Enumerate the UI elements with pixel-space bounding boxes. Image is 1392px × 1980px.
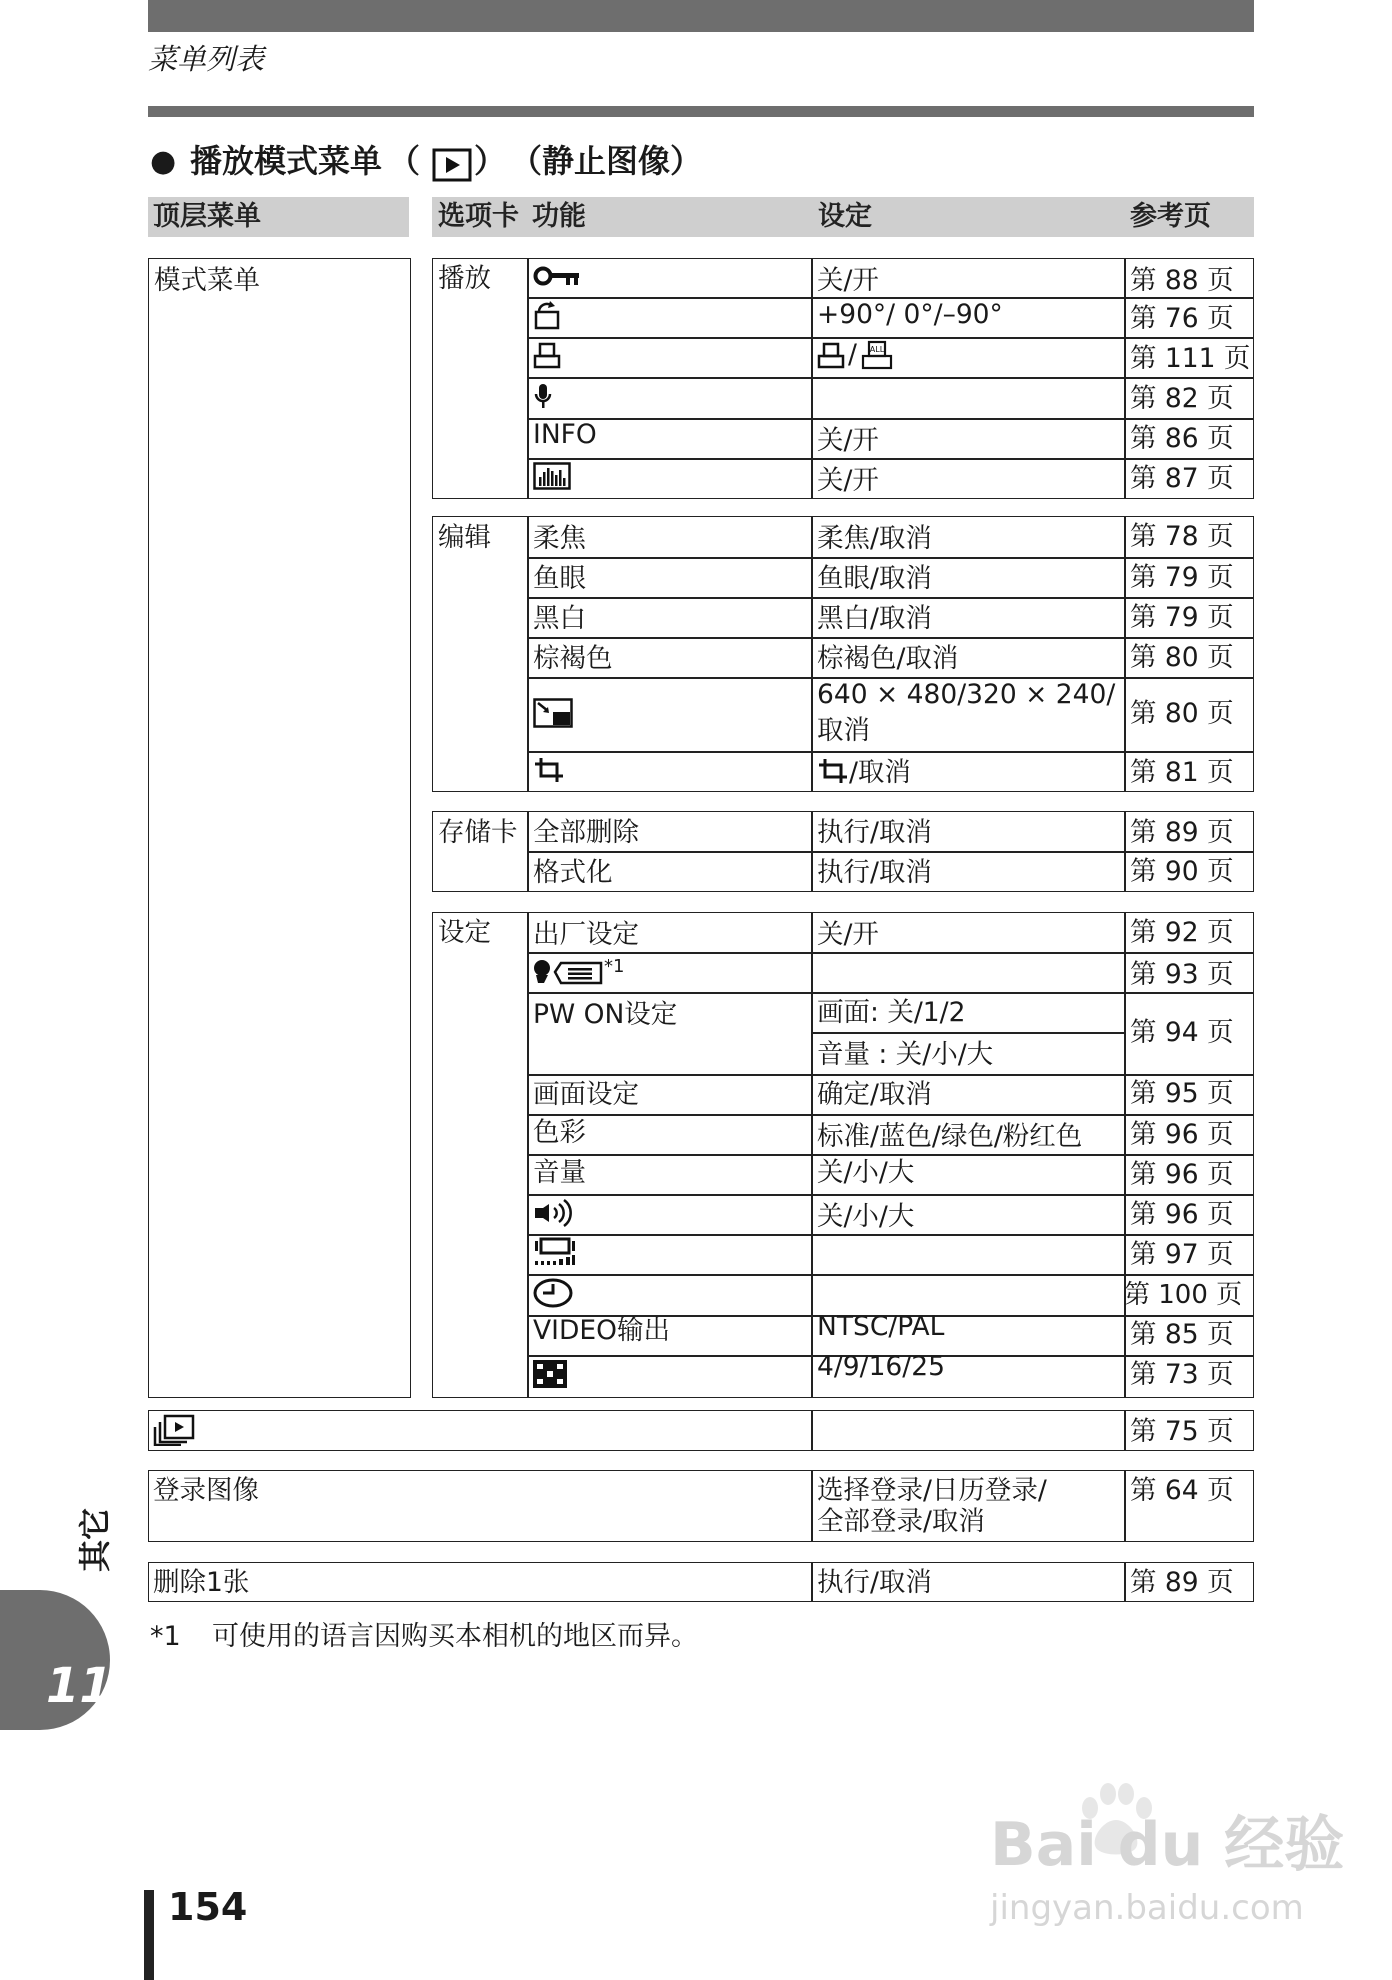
footnote-mark: *1 [150, 1621, 181, 1652]
setting-index: 4/9/16/25 [817, 1351, 945, 1382]
function-soft-focus: 柔焦 [533, 523, 586, 554]
setting-delete-one: 执行/取消 [817, 1567, 932, 1598]
print-all-icon [860, 340, 894, 372]
page-pw-on: 第 94 页 [1130, 1017, 1234, 1048]
setting-info: 关/开 [817, 425, 879, 456]
heading-title: 播放模式菜单 [190, 142, 383, 180]
side-tab-label: 其它 [76, 1508, 114, 1573]
microphone-icon [533, 382, 553, 412]
heading-bullet: ● [150, 144, 177, 179]
language-footnote-mark: *1 [604, 956, 625, 977]
function-sepia: 棕褐色 [533, 643, 613, 674]
setting-volume: 关/小/大 [817, 1157, 915, 1188]
page-brightness: 第 97 页 [1130, 1239, 1234, 1270]
page-info: 第 86 页 [1130, 423, 1234, 454]
header-function: 功能 [532, 201, 586, 232]
setting-color: 标准/蓝色/绿色/粉红色 [817, 1121, 1083, 1152]
page-histogram: 第 87 页 [1130, 463, 1234, 494]
function-delete-one: 删除1张 [153, 1567, 250, 1598]
header-ref-page: 参考页 [1130, 201, 1211, 232]
tab-edit: 编辑 [438, 522, 491, 553]
index-grid-icon [533, 1360, 567, 1388]
setting-fisheye: 鱼眼/取消 [817, 563, 932, 594]
setting-sepia: 棕褐色/取消 [817, 643, 959, 674]
tab-card: 存储卡 [438, 817, 518, 848]
setting-video-out: NTSC/PAL [817, 1311, 945, 1342]
page-clock: 第 100 页 [1124, 1280, 1243, 1310]
function-pw-on: PW ON设定 [533, 999, 678, 1030]
page-format: 第 90 页 [1130, 856, 1234, 887]
page-volume: 第 96 页 [1130, 1159, 1234, 1190]
svg-text:ALL: ALL [869, 345, 885, 354]
setting-register-line2: 全部登录/取消 [817, 1506, 985, 1537]
function-volume: 音量 [533, 1157, 586, 1188]
page-resize: 第 80 页 [1130, 698, 1234, 729]
heading-subtitle: （静止图像） [510, 142, 703, 180]
resize-icon [533, 698, 573, 728]
setting-register-line1: 选择登录/日历登录/ [817, 1475, 1047, 1506]
page-slideshow: 第 75 页 [1130, 1416, 1234, 1447]
setting-beep: 关/小/大 [817, 1201, 915, 1232]
setting-resize-line2: 取消 [817, 715, 870, 746]
playback-icon [432, 148, 472, 182]
heading-paren-open: （ [388, 142, 421, 180]
setting-format: 执行/取消 [817, 857, 932, 888]
header-setting: 设定 [818, 201, 872, 232]
page-number: 154 [168, 1885, 248, 1929]
setting-resize-line1: 640 × 480/320 × 240/ [817, 679, 1116, 710]
tab-setup: 设定 [438, 917, 491, 948]
top-bar [148, 0, 1254, 32]
crop-icon [533, 756, 565, 784]
setting-reset: 关/开 [817, 919, 879, 950]
footnote-text: 可使用的语言因购买本相机的地区而异。 [212, 1621, 698, 1652]
page-beep: 第 96 页 [1130, 1199, 1234, 1230]
chapter-number: 11 [46, 1658, 113, 1714]
function-video-out: VIDEO输出 [533, 1315, 670, 1346]
page-delete-one: 第 89 页 [1130, 1567, 1234, 1598]
tab-playback: 播放 [438, 263, 491, 294]
setting-histogram: 关/开 [817, 465, 879, 496]
page-number-bar [144, 1890, 154, 1980]
function-screen-setup: 画面设定 [533, 1079, 639, 1110]
header-top-menu: 顶层菜单 [153, 201, 261, 232]
header-tab: 选项卡 [438, 201, 519, 232]
function-info: INFO [533, 419, 597, 450]
setting-protect: 关/开 [817, 265, 879, 296]
setting-delete-all: 执行/取消 [817, 817, 932, 848]
page-microphone: 第 82 页 [1130, 383, 1234, 414]
mode-menu-box [148, 258, 411, 1398]
heading-paren-close: ） [474, 142, 507, 180]
function-color: 色彩 [533, 1117, 586, 1148]
function-reset: 出厂设定 [533, 919, 639, 950]
function-register: 登录图像 [153, 1475, 259, 1506]
setting-screen-setup: 确定/取消 [817, 1079, 932, 1110]
clock-icon [533, 1278, 573, 1308]
page-color: 第 96 页 [1130, 1119, 1234, 1150]
page-crop: 第 81 页 [1130, 757, 1234, 788]
section-title: 菜单列表 [148, 42, 265, 76]
page-rotate: 第 76 页 [1130, 303, 1234, 334]
page-sepia: 第 80 页 [1130, 642, 1234, 673]
function-delete-all: 全部删除 [533, 817, 639, 848]
page-video-out: 第 85 页 [1130, 1319, 1234, 1350]
page-register: 第 64 页 [1130, 1475, 1234, 1506]
page-screen-setup: 第 95 页 [1130, 1078, 1234, 1109]
language-icon [533, 957, 605, 987]
rotate-icon [533, 301, 561, 331]
setting-bw: 黑白/取消 [817, 603, 932, 634]
divider-bar [148, 106, 1254, 117]
crop-icon [817, 757, 849, 785]
page-bw: 第 79 页 [1130, 602, 1234, 633]
watermark-brand: Bai du 经验 [990, 1810, 1345, 1880]
beep-icon [533, 1198, 573, 1228]
setting-crop: /取消 [849, 757, 911, 788]
setting-pw-on-screen: 画面: 关/1/2 [817, 997, 966, 1028]
histogram-icon [533, 462, 571, 490]
setting-rotate: +90°/ 0°/–90° [817, 299, 1003, 330]
page-protect: 第 88 页 [1130, 265, 1234, 296]
setting-print-sep: / [848, 339, 857, 370]
protect-key-icon [533, 264, 581, 288]
function-bw: 黑白 [533, 603, 586, 634]
brightness-icon [533, 1236, 577, 1268]
page-language: 第 93 页 [1130, 959, 1234, 990]
setting-pw-on-sound: 音量 : 关/小/大 [817, 1039, 994, 1070]
page-delete-all: 第 89 页 [1130, 817, 1234, 848]
setting-soft-focus: 柔焦/取消 [817, 523, 932, 554]
print-order-icon [817, 342, 845, 370]
page-fisheye: 第 79 页 [1130, 562, 1234, 593]
mode-menu-label: 模式菜单 [154, 265, 260, 296]
delete-one-box [148, 1562, 1254, 1602]
slideshow-box [148, 1410, 1254, 1451]
print-order-icon [533, 342, 561, 370]
function-format: 格式化 [533, 857, 613, 888]
page-soft-focus: 第 78 页 [1130, 521, 1234, 552]
slideshow-icon [153, 1414, 195, 1446]
function-fisheye: 鱼眼 [533, 563, 586, 594]
page-print-order: 第 111 页 [1130, 343, 1251, 374]
page-reset: 第 92 页 [1130, 917, 1234, 948]
watermark-url: jingyan.baidu.com [990, 1888, 1304, 1928]
page-index: 第 73 页 [1130, 1359, 1234, 1390]
register-box [148, 1470, 1254, 1542]
